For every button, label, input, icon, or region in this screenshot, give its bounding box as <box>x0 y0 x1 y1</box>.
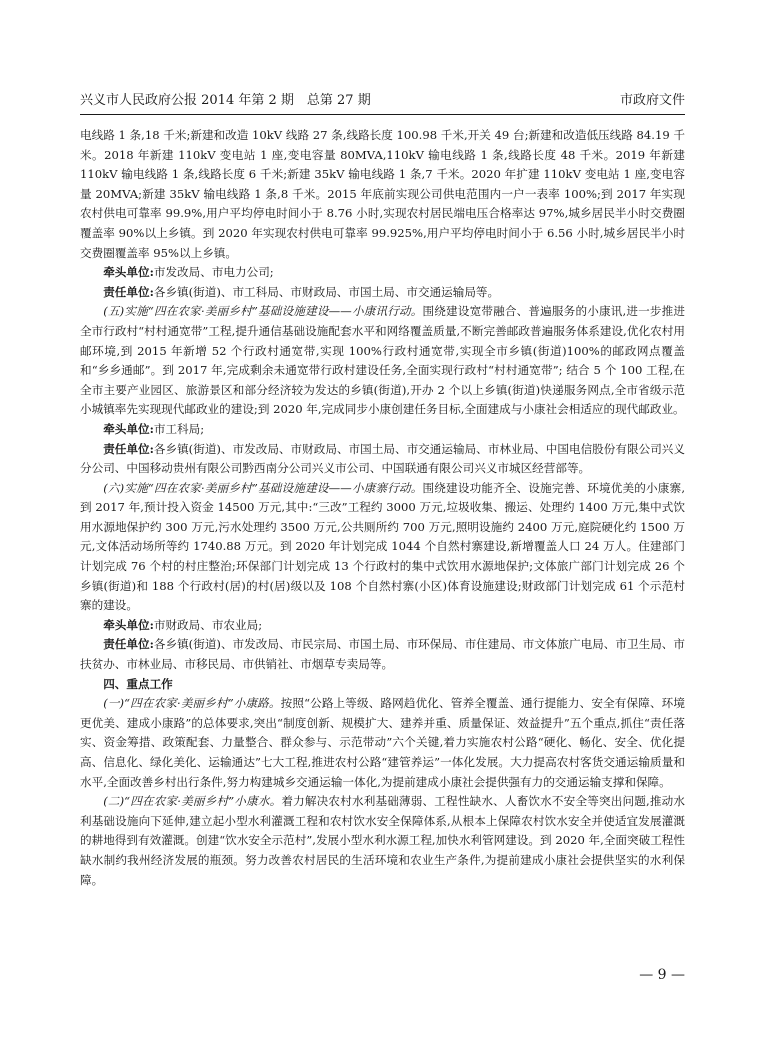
section-5-text: 围绕建设宽带融合、普遍服务的小康讯,进一步推进全市行政村“村村通宽带”工程,提升通信基础设施配套水平和网络覆盖质量,不断完善邮政普遍服务体系建设,优化农村用邮环境,到 2015 年新增 52 个行政村通宽带,实现 100%行政村通宽带,实现全市乡镇(街道)100%的邮政网点覆盖和“乡乡通邮”。到 2017 年,完成剩余未通宽带行政村建设任务,全面实现行政村“村村通宽带”; 结合 5 个 100 工程,在全市主要产业园区、旅游景区和部分经济较为发达的乡镇(街道),开办 2 个以上乡镇(街道)快递服务网点,全市省级示范小城镇率先实现现代邮政业的建设;到 2020 年,完成同步小康创建任务目标,全面建成与小康社会相适应的现代邮政业。 <box>80 304 686 417</box>
header-section: 市政府文件 <box>619 93 685 108</box>
section-6-paragraph <box>80 479 685 616</box>
resp-label: 责任单位: <box>103 441 154 456</box>
responsible-units-power <box>80 283 685 303</box>
lead-units-power <box>80 263 685 283</box>
resp-label: 责任单位: <box>103 284 154 299</box>
key-work-1-title: (一)“四在农家·美丽乡村”小康路。 <box>103 696 281 711</box>
document-body <box>80 126 685 890</box>
key-work-2-title: (二)“四在农家·美丽乡村”小康水。 <box>103 794 282 809</box>
header-publication: 兴义市人民政府公报 2014 年第 2 期 总第 27 期 <box>80 93 371 108</box>
lead-units-village <box>80 616 685 636</box>
responsible-units-telecom <box>80 440 685 479</box>
lead-text: 市发改局、市电力公司; <box>153 265 274 280</box>
lead-units-telecom <box>80 420 685 440</box>
lead-label: 牵头单位: <box>103 265 154 280</box>
lead-text: 市财政局、市农业局; <box>153 617 263 632</box>
resp-label: 责任单位: <box>103 637 154 652</box>
header-rule <box>80 114 685 115</box>
section-heading-key-work: 四、重点工作 <box>103 676 173 691</box>
resp-text: 各乡镇(街道)、市工科局、市财政局、市国土局、市交通运输局等。 <box>153 284 500 299</box>
lead-label: 牵头单位: <box>103 421 154 436</box>
resp-text: 各乡镇(街道)、市发改局、市民宗局、市国土局、市环保局、市住建局、市文体旅广电局、市卫生局、市扶贫办、市林业局、市移民局、市供销社、市烟草专卖局等。 <box>80 637 685 672</box>
resp-text: 各乡镇(街道)、市发改局、市财政局、市国土局、市交通运输局、市林业局、中国电信股份有限公司兴义分公司、中国移动贵州有限公司黔西南分公司兴义市公司、中国联通有限公司兴义市城区经营部等。 <box>80 441 685 476</box>
section-6-text: 围绕建设功能齐全、设施完善、环境优美的小康寨,到 2017 年,预计投入资金 14500 万元,其中:“三改”工程约 3000 万元,垃圾收集、搬运、处理约 1400 万元,集中式饮用水源地保护约 300 万元,污水处理约 3500 万元,公共厕所约 700 万元,照明设施约 2400 万元,庭院硬化约 1500 万元,文体活动场所等约 1740.88 万元。到 2020 年计划完成 1044 个自然村寨建设,新增覆盖人口 24 万人。住建部门计划完成 76 个村的村庄整治;环保部门计划完成 13 个行政村的集中式饮用水源地保护;文体旅广部门计划完成 26 个乡镇(街道)和 188 个行政村(居)的村(居)级以及 108 个自然村寨(小区)体育设施建设;财政部门计划完成 61 个示范村寨的建设。 <box>80 480 686 613</box>
lead-text: 市工科局; <box>153 421 205 436</box>
responsible-units-village <box>80 635 685 674</box>
key-work-1-paragraph <box>80 694 685 792</box>
section-6-title: (六)实施“四在农家·美丽乡村”基础设施建设——小康寨行动。 <box>103 480 423 495</box>
section-5-title: (五)实施“四在农家·美丽乡村”基础设施建设——小康讯行动。 <box>103 304 423 319</box>
page-number: — 9 — <box>639 967 685 983</box>
paragraph-power-grid: 电线路 1 条,18 千米;新建和改造 10kV 线路 27 条,线路长度 100.98 千米,开关 49 台;新建和改造低压线路 84.19 千米。2018 年新建 110kV 变电站 1 座,变电容量 80MVA,110kV 输电线路 1 条,线路长度 48 千米。2019 年新建 110kV 输电线路 1 条,线路长度 6 千米;新建 35kV 输电线路 1 条,7 千米。2020 年扩建 110kV 变电站 1 座,变电容量 20MVA;新建 35kV 输电线路 1 条,8 千米。2015 年底前实现公司供电范围内一户一表率 100%;到 2017 年实现农村供电可靠率 99.9%,用户平均停电时间小于 8.76 小时,实现农村居民端电压合格率达 97%,城乡居民半小时交费圈覆盖率 90%以上乡镇。到 2020 年实现农村供电可靠率 99.925%,用户平均停电时间小于 6.56 小时,城乡居民半小时交费圈覆盖率 95%以上乡镇。 <box>80 128 685 260</box>
key-work-2-paragraph <box>80 792 685 890</box>
lead-label: 牵头单位: <box>103 617 154 632</box>
section-5-paragraph <box>80 302 685 420</box>
running-header <box>80 92 685 110</box>
key-work-2-text: 着力解决农村水利基础薄弱、工程性缺水、人畜饮水不安全等突出问题,推动水利基础设施向下延伸,建立起小型水利灌溉工程和农村饮水安全保障体系,从根本上保障农村饮水安全并使适宜发展灌溉的耕地得到有效灌溉。创建“饮水安全示范村”,发展小型水利水源工程,加快水利管网建设。到 2020 年,全面突破工程性缺水制约我州经济发展的瓶颈。努力改善农村居民的生活环境和农业生产条件,为提前建成小康社会提供坚实的水利保障。 <box>80 794 685 887</box>
key-work-1-text: 按照“公路上等级、路网趋优化、管养全覆盖、通行提能力、安全有保障、环境更优美、建成小康路”的总体要求,突出“制度创新、规模扩大、建养并重、质量保证、效益提升”五个重点,抓住“责任落实、资金筹措、政策配套、力量整合、群众参与、示范带动”六个关键,着力实施农村公路“硬化、畅化、安全、优化提高、信息化、绿化美化、运输通达”七大工程,推进农村公路“建管养运”一体化发展。大力提高农村客货交通运输质量和水平,全面改善乡村出行条件,努力构建城乡交通运输一体化,为提前建成小康社会提供强有力的交通运输支撑和保障。 <box>80 696 685 789</box>
